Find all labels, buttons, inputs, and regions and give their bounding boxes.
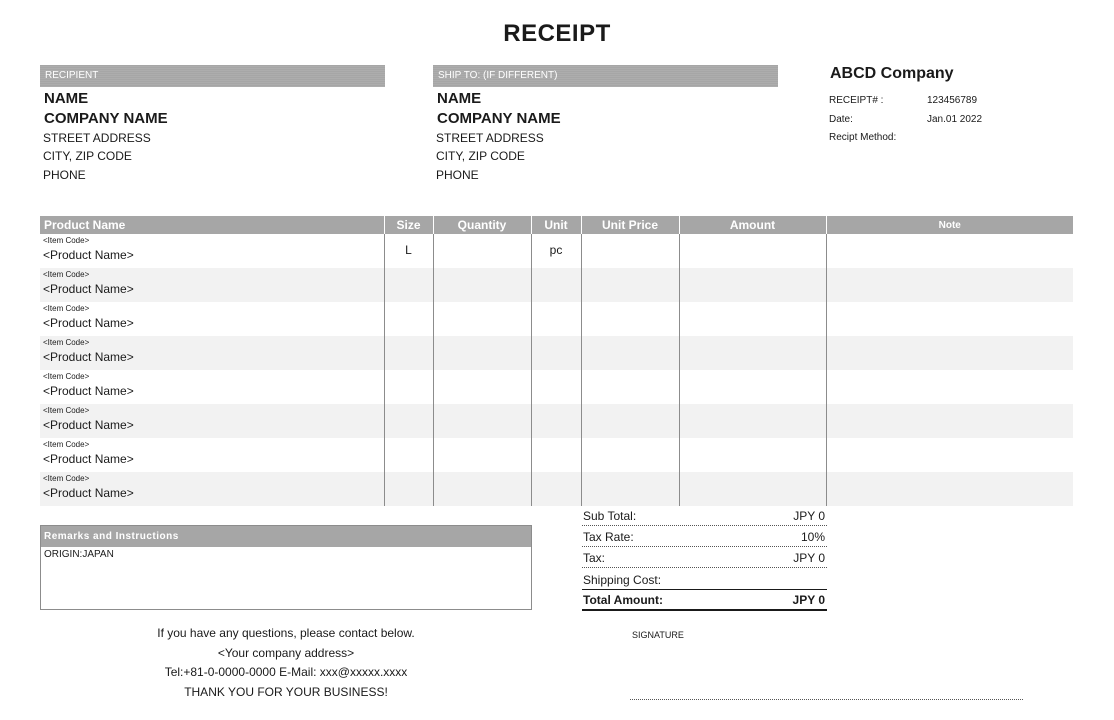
unit-cell[interactable] xyxy=(531,404,581,438)
contact-block xyxy=(40,624,532,702)
size-cell[interactable] xyxy=(384,336,433,370)
amount-cell[interactable] xyxy=(679,302,826,336)
quantity-cell[interactable] xyxy=(433,268,531,302)
item-code: <Item Code> xyxy=(43,474,90,483)
amount-cell[interactable] xyxy=(679,336,826,370)
shipping-label: Shipping Cost: xyxy=(583,573,662,587)
ship-to-company: COMPANY NAME xyxy=(437,110,561,127)
date-label: Date: xyxy=(829,114,853,125)
amount-cell[interactable] xyxy=(679,234,826,268)
contact-line-address: <Your company address> xyxy=(217,645,355,660)
col-header-size: Size xyxy=(384,216,433,234)
ship-to-street: STREET ADDRESS xyxy=(436,131,544,145)
amount-cell[interactable] xyxy=(679,268,826,302)
item-code: <Item Code> xyxy=(43,338,90,347)
unit-cell[interactable] xyxy=(531,268,581,302)
receipt-method-label: Recipt Method: xyxy=(829,132,897,143)
size-cell[interactable] xyxy=(384,404,433,438)
product-name: <Product Name> xyxy=(43,316,134,330)
product-name: <Product Name> xyxy=(43,384,134,398)
ship-to-header: SHIP TO: (IF DIFFERENT) xyxy=(433,65,778,87)
product-name: <Product Name> xyxy=(43,486,134,500)
contact-line-thanks: THANK YOU FOR YOUR BUSINESS! xyxy=(184,684,388,699)
note-cell[interactable] xyxy=(826,438,1073,472)
table-row xyxy=(40,336,1073,370)
items-table xyxy=(40,216,1073,506)
shipping-row xyxy=(582,568,827,589)
col-header-note: Note xyxy=(826,216,1073,234)
ship-to-name: NAME xyxy=(437,90,482,107)
size-cell[interactable] xyxy=(384,302,433,336)
tax-label: Tax: xyxy=(583,551,606,565)
table-row xyxy=(40,302,1073,336)
product-cell[interactable] xyxy=(40,472,384,506)
note-cell[interactable] xyxy=(826,234,1073,268)
unit-price-cell[interactable] xyxy=(581,302,679,336)
remarks-header: Remarks and Instructions xyxy=(41,526,531,547)
note-cell[interactable] xyxy=(826,336,1073,370)
col-header-unit-price: Unit Price xyxy=(581,216,679,234)
product-cell[interactable] xyxy=(40,370,384,404)
quantity-cell[interactable] xyxy=(433,234,531,268)
unit-cell[interactable] xyxy=(531,234,581,268)
unit-price-cell[interactable] xyxy=(581,438,679,472)
product-cell[interactable] xyxy=(40,268,384,302)
product-name: <Product Name> xyxy=(43,418,134,432)
contact-line-tel-email: Tel:+81-0-0000-0000 E-Mail: xxx@xxxxx.xxxx xyxy=(164,665,408,679)
col-header-product: Product Name xyxy=(40,216,384,234)
unit-price-cell[interactable] xyxy=(581,268,679,302)
size-cell[interactable] xyxy=(384,268,433,302)
note-cell[interactable] xyxy=(826,268,1073,302)
tax-rate-label: Tax Rate: xyxy=(583,530,634,544)
tax-rate-row xyxy=(582,526,827,547)
unit-cell[interactable] xyxy=(531,370,581,404)
total-value: JPY 0 xyxy=(792,593,825,607)
recipient-company: COMPANY NAME xyxy=(44,110,168,127)
size-cell[interactable] xyxy=(384,234,433,268)
signature-label: SIGNATURE xyxy=(632,630,684,640)
unit-price-cell[interactable] xyxy=(581,404,679,438)
unit-price-cell[interactable] xyxy=(581,472,679,506)
table-row xyxy=(40,472,1073,506)
quantity-cell[interactable] xyxy=(433,302,531,336)
quantity-cell[interactable] xyxy=(433,438,531,472)
quantity-cell[interactable] xyxy=(433,370,531,404)
unit-cell[interactable] xyxy=(531,336,581,370)
table-row xyxy=(40,234,1073,268)
signature-line xyxy=(630,699,1023,700)
amount-cell[interactable] xyxy=(679,404,826,438)
note-cell[interactable] xyxy=(826,370,1073,404)
tax-rate-value: 10% xyxy=(800,530,825,544)
unit-price-cell[interactable] xyxy=(581,370,679,404)
product-cell[interactable] xyxy=(40,336,384,370)
recipient-section xyxy=(40,65,385,185)
size-cell[interactable] xyxy=(384,370,433,404)
product-name: <Product Name> xyxy=(43,282,134,296)
recipient-header: RECIPIENT xyxy=(40,65,385,87)
table-row xyxy=(40,438,1073,472)
quantity-cell[interactable] xyxy=(433,336,531,370)
note-cell[interactable] xyxy=(826,302,1073,336)
unit-cell[interactable] xyxy=(531,302,581,336)
product-name: <Product Name> xyxy=(43,452,134,466)
size-cell[interactable] xyxy=(384,438,433,472)
product-cell[interactable] xyxy=(40,404,384,438)
unit-value: pc xyxy=(549,243,563,257)
product-cell[interactable] xyxy=(40,234,384,268)
product-name: <Product Name> xyxy=(43,350,134,364)
recipient-name: NAME xyxy=(44,90,89,107)
item-code: <Item Code> xyxy=(43,372,90,381)
date-value: Jan.01 2022 xyxy=(927,114,983,125)
quantity-cell[interactable] xyxy=(433,404,531,438)
issuer-company: ABCD Company xyxy=(830,65,954,82)
product-cell[interactable] xyxy=(40,302,384,336)
product-name: <Product Name> xyxy=(43,248,134,262)
ship-to-phone: PHONE xyxy=(436,168,479,182)
note-cell[interactable] xyxy=(826,404,1073,438)
total-label: Total Amount: xyxy=(583,593,663,607)
product-cell[interactable] xyxy=(40,438,384,472)
note-cell[interactable] xyxy=(826,472,1073,506)
recipient-phone: PHONE xyxy=(43,168,86,182)
recipient-city: CITY, ZIP CODE xyxy=(43,149,132,163)
tax-row xyxy=(582,547,827,568)
receipt-number: 123456789 xyxy=(927,95,978,106)
item-code: <Item Code> xyxy=(43,236,90,245)
total-row xyxy=(582,589,827,611)
remarks-box xyxy=(40,525,532,610)
unit-cell[interactable] xyxy=(531,438,581,472)
item-code: <Item Code> xyxy=(43,270,90,279)
unit-price-cell[interactable] xyxy=(581,336,679,370)
size-value: L xyxy=(405,243,412,257)
size-cell[interactable] xyxy=(384,472,433,506)
amount-cell[interactable] xyxy=(679,370,826,404)
remarks-text: ORIGIN:JAPAN xyxy=(44,549,114,560)
amount-cell[interactable] xyxy=(679,438,826,472)
col-header-amount: Amount xyxy=(679,216,826,234)
subtotal-value: JPY 0 xyxy=(793,509,825,523)
tax-value: JPY 0 xyxy=(793,551,825,565)
item-code: <Item Code> xyxy=(43,304,90,313)
table-row xyxy=(40,404,1073,438)
item-code: <Item Code> xyxy=(43,440,90,449)
unit-cell[interactable] xyxy=(531,472,581,506)
table-row xyxy=(40,370,1073,404)
col-header-unit: Unit xyxy=(531,216,581,234)
amount-cell[interactable] xyxy=(679,472,826,506)
item-code: <Item Code> xyxy=(43,406,90,415)
contact-line-questions: If you have any questions, please contact below. xyxy=(157,626,415,640)
recipient-street: STREET ADDRESS xyxy=(43,131,151,145)
quantity-cell[interactable] xyxy=(433,472,531,506)
table-row xyxy=(40,268,1073,302)
ship-to-section xyxy=(433,65,778,185)
subtotal-row xyxy=(582,505,827,526)
page-title: RECEIPT xyxy=(503,20,611,47)
subtotal-label: Sub Total: xyxy=(583,509,637,523)
unit-price-cell[interactable] xyxy=(581,234,679,268)
table-header-row xyxy=(40,216,1073,234)
col-header-quantity: Quantity xyxy=(433,216,531,234)
totals-panel xyxy=(582,505,827,611)
ship-to-city: CITY, ZIP CODE xyxy=(436,149,525,163)
receipt-number-label: RECEIPT# : xyxy=(829,95,884,106)
